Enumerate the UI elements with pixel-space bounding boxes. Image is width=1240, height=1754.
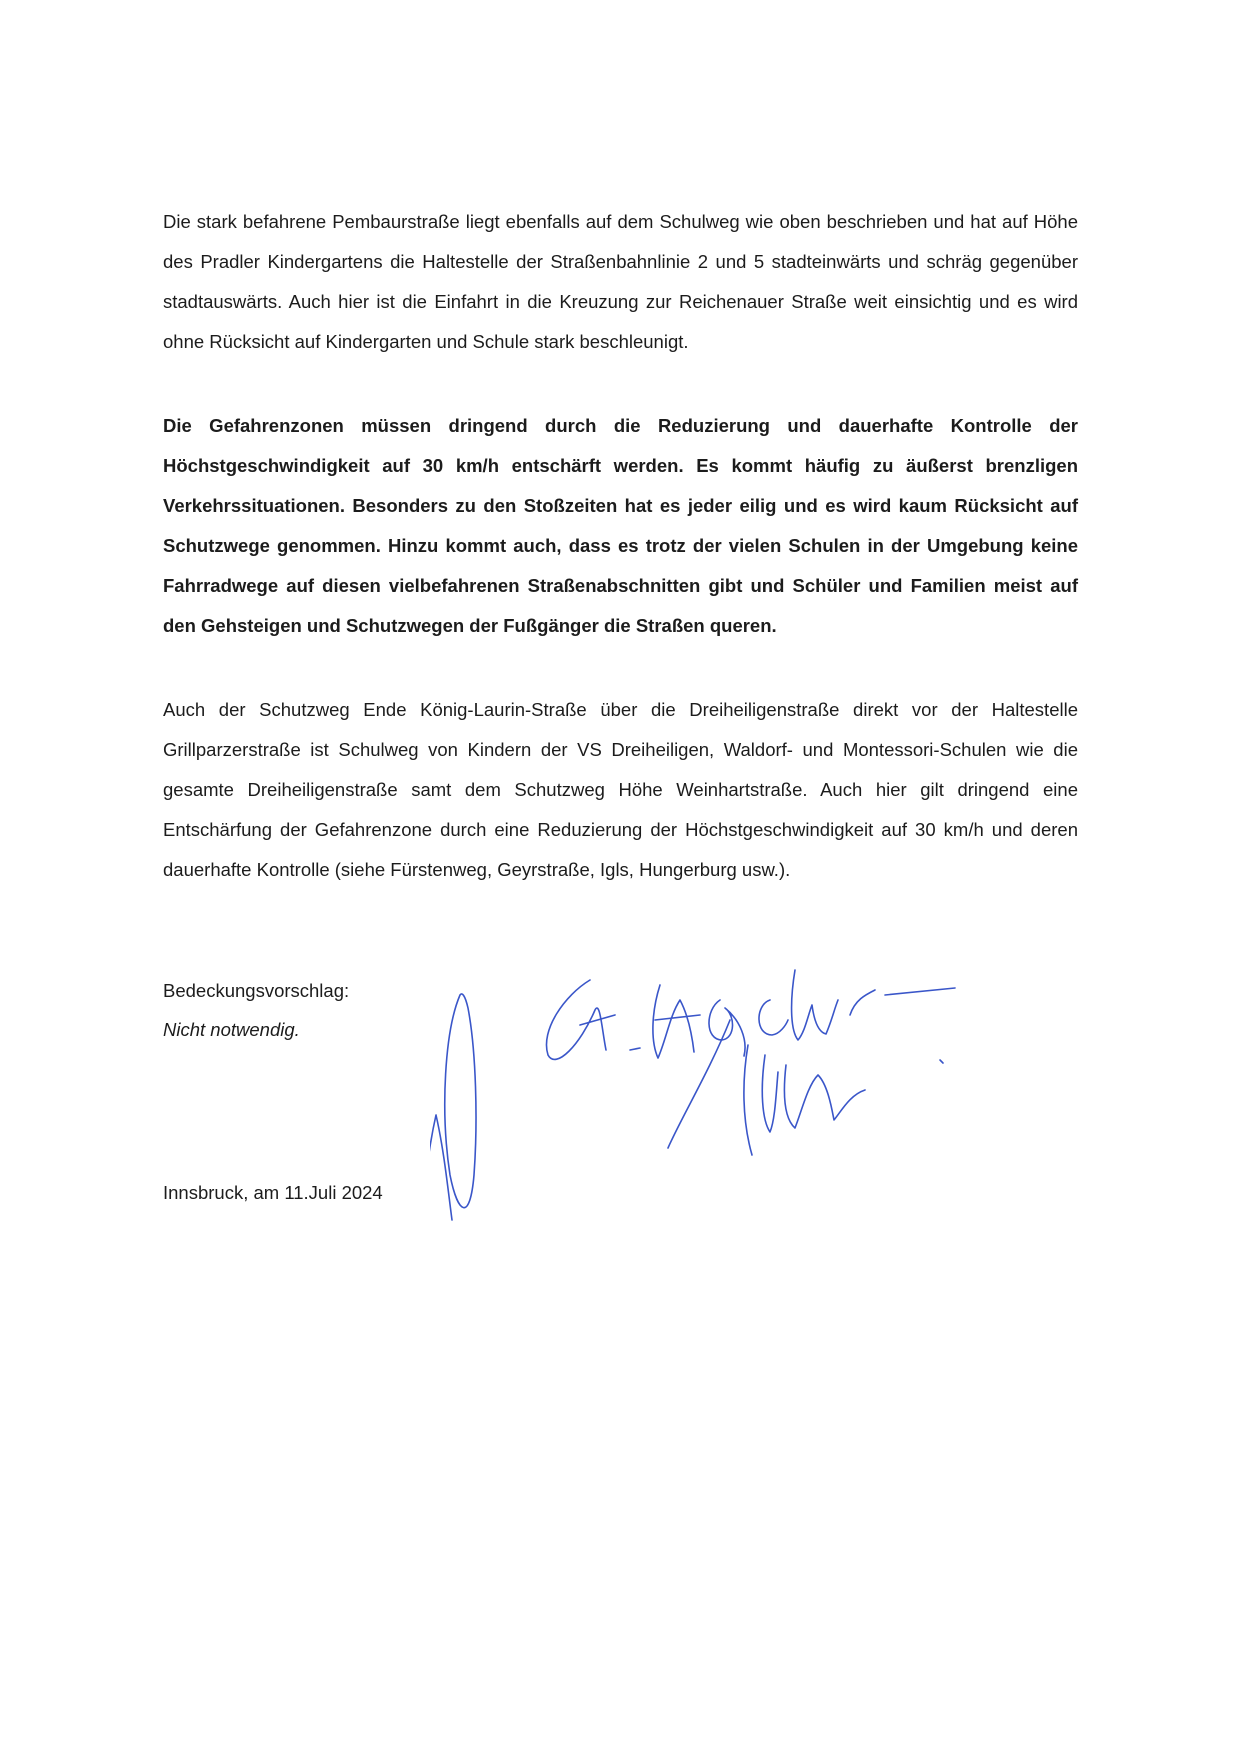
signature-stroke: [430, 1115, 452, 1260]
signature-stroke: [744, 1045, 865, 1155]
signature-stroke: [885, 988, 955, 995]
signature-stroke: [940, 1060, 943, 1063]
signature-stroke: [653, 985, 700, 1058]
signature-stroke: [445, 994, 476, 1208]
coverage-proposal-label: Bedeckungsvorschlag:: [163, 980, 350, 1001]
paragraph-pembaurstrasse: Die stark befahrene Pembaurstraße liegt ebenfalls auf dem Schulweg wie oben beschrieben und hat auf Höhe des Pradler Kindergartens die Haltestelle der Straßenbahnlinie 2 und 5 stadteinwärts und schräg gegenüber stadtauswärts. Auch hier ist die Einfahrt in die Kreuzung zur Reichenauer Straße weit einsichtig und es wird ohne Rücksicht auf Kindergarten und Schule stark beschleunigt.: [163, 211, 1078, 352]
signature-stroke: [850, 990, 875, 1015]
paragraph-dreiheiligenstrasse: Auch der Schutzweg Ende König-Laurin-Straße über die Dreiheiligenstraße direkt vor der Haltestelle Grillparzerstraße ist Schulweg von Kindern der VS Dreiheiligen, Waldorf- und Montessori-Schulen wie die gesamte Dreiheiligenstraße samt dem Schutzweg Höhe Weinhartstraße. Auch hier gilt dringend eine Entschärfung der Gefahrenzone durch eine Reduzierung der Höchstgeschwindigkeit auf 30 km/h und deren dauerhafte Kontrolle (siehe Fürstenweg, Geyrstraße, Igls, Hungerburg usw.).: [163, 699, 1078, 880]
handwritten-signature-icon: [430, 960, 1080, 1290]
signature-stroke: [759, 970, 838, 1040]
signature-stroke: [546, 980, 615, 1059]
signature-stroke: [630, 1048, 640, 1050]
paragraph-gefahrenzonen: Die Gefahrenzonen müssen dringend durch die Reduzierung und dauerhafte Kontrolle der Höchstgeschwindigkeit auf 30 km/h entschärft werden. Es kommt häufig zu äußerst brenzligen Verkehrssituationen. Besonders zu den Stoßzeiten hat es jeder eilig und es wird kaum Rücksicht auf Schutzwege genommen. Hinzu kommt auch, dass es trotz der vielen Schulen in der Umgebung keine Fahrradwege auf diesen vielbefahrenen Straßenabschnitten gibt und Schüler und Familien meist auf den Gehsteigen und Schutzwegen der Fußgänger die Straßen queren.: [163, 415, 1078, 636]
place-date: Innsbruck, am 11.Juli 2024: [163, 1182, 383, 1203]
coverage-proposal-value: Nicht notwendig.: [163, 1019, 300, 1040]
